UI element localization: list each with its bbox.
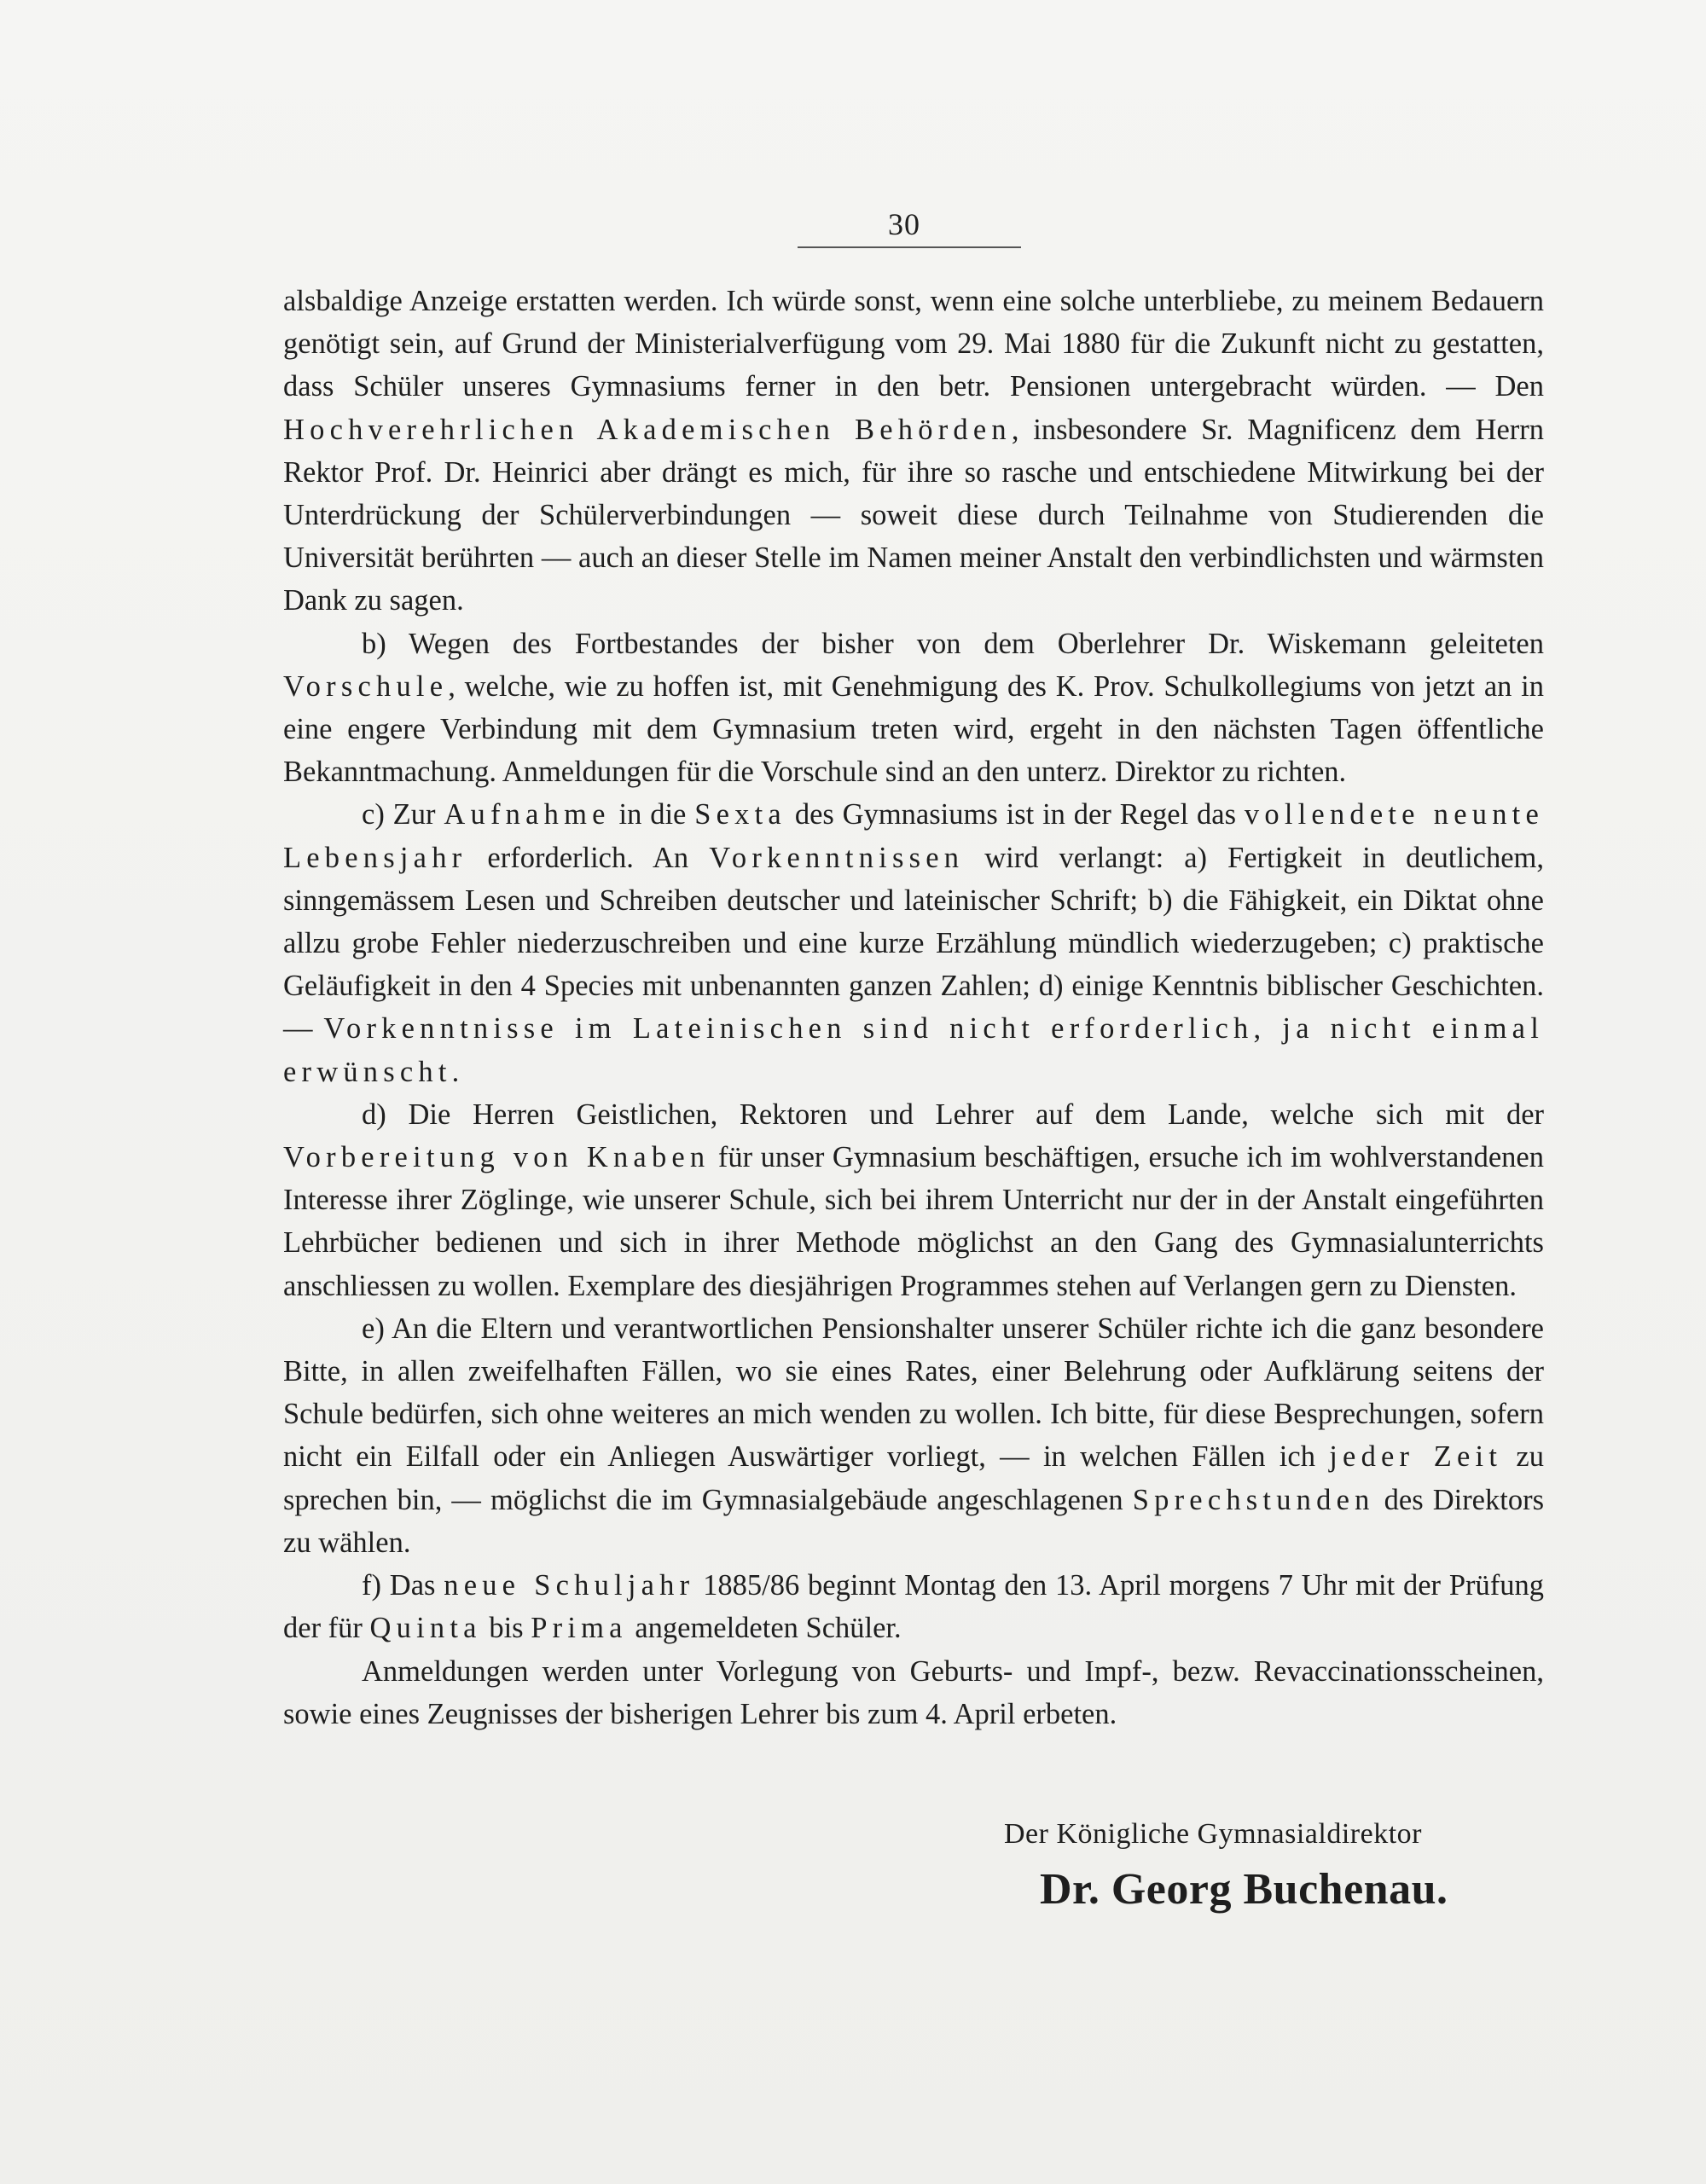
body-text bbox=[283, 280, 1544, 1735]
text-run: für unser Gymnasium beschäftigen, ersuche ich im wohlverstandenen Interesse ihrer Zöglinge, wie unserer Schule, sich bei ihrem Unterricht nur der in der Anstalt eingeführten Lehrbücher bedienen und sich in ihrer Methode möglichst an den Gang des Gymnasialunterrichts anschliessen zu wollen. Exemplare des diesjährigen Programmes stehen auf Verlangen gern zu Diensten. bbox=[283, 1141, 1544, 1302]
text-run: 1885/86 beginnt Montag den 13. April morgens 7 Uhr mit der Prüfung der für bbox=[283, 1569, 1544, 1645]
text-run: zu sprechen bin, — möglichst die im Gymnasialgebäude angeschlagenen bbox=[283, 1440, 1544, 1516]
text-run: des Gymnasiums ist in der Regel das bbox=[786, 798, 1245, 831]
paragraph-anmeldungen bbox=[283, 1650, 1544, 1735]
text-run: bis bbox=[481, 1612, 531, 1645]
emphasized-text: Vorkenntnissen bbox=[709, 841, 965, 874]
emphasized-text: Quinta bbox=[369, 1612, 482, 1645]
text-run: c) Zur bbox=[362, 798, 444, 831]
paragraph-f-schuljahr bbox=[283, 1564, 1544, 1649]
signature-block bbox=[1004, 1813, 1516, 1915]
text-run: f) Das bbox=[362, 1569, 444, 1602]
emphasized-text: Sprechstunden bbox=[1132, 1483, 1375, 1516]
text-run: , insbesondere Sr. Magnificenz dem Herrn Rektor Prof. Dr. Heinrici aber drängt es mich, für ihre so rasche und entschiedene Mitwirkung bei der Unterdrückung der Schülerverbindungen — soweit diese durch Teilnahme von Studierenden die Universität berührten — auch an dieser Stelle im Namen meiner Anstalt den verbindlichsten und wärmsten Dank zu sagen. bbox=[283, 413, 1545, 617]
text-run: , welche, wie zu hoffen ist, mit Genehmigung des K. Prov. Schulkollegiums von jetzt an in eine engere Verbindung mit dem Gymnasium treten wird, ergeht in den nächsten Tagen öffentliche Bekanntmachung. Anmeldungen für die Vorschule sind an den unterz. Direktor zu richten. bbox=[283, 669, 1544, 789]
text-run: des Direktors zu wählen. bbox=[283, 1483, 1544, 1559]
emphasized-text: Hochverehrlichen Akademischen Behörden bbox=[283, 413, 1012, 446]
text-run: b) Wegen des Fortbestandes der bisher von dem Oberlehrer Dr. Wiskemann geleiteten bbox=[362, 627, 1544, 660]
text-run: angemeldeten Schüler. bbox=[627, 1612, 902, 1645]
emphasized-text: Sexta bbox=[694, 798, 786, 831]
emphasized-text: Vorkenntnisse im Lateinischen sind nicht erforderlich, ja nicht einmal erwünscht. bbox=[283, 1012, 1544, 1088]
emphasized-text: vollendete neunte Lebensjahr bbox=[283, 798, 1544, 874]
text-run: wird verlangt: a) Fertigkeit in deutlichem, sinngemässem Lesen und Schreiben deutscher und lateinischer Schrift; b) die Fähigkeit, ein Diktat ohne allzu grobe Fehler niederzuschreiben und eine kurze Erzählung mündlich wiederzugeben; c) praktische Geläufigkeit in den 4 Species mit unbenannten ganzen Zahlen; d) einige Kenntnis biblischer Geschichten. — bbox=[283, 841, 1544, 1046]
page-number-rule bbox=[798, 246, 1021, 248]
paragraph-continuation bbox=[283, 280, 1544, 623]
text-run: e) An die Eltern und verantwortlichen Pensionshalter unserer Schüler richte ich die ganz besondere Bitte, in allen zweifelhaften Fällen, wo sie eines Rates, einer Belehrung oder Aufklärung seitens der Schule bedürfen, sich ohne weiteres an mich wenden zu wollen. Ich bitte, für diese Besprechungen, sofern nicht ein Eilfall oder ein Anliegen Auswärtiger vorliegt, — in welchen Fällen ich bbox=[283, 1312, 1544, 1474]
emphasized-text: Vorschule bbox=[283, 669, 449, 703]
signature-title: Der Königliche Gymnasialdirektor bbox=[1004, 1818, 1422, 1850]
emphasized-text: Prima bbox=[531, 1612, 628, 1645]
text-run: d) Die Herren Geistlichen, Rektoren und Lehrer auf dem Lande, welche sich mit der bbox=[362, 1098, 1544, 1131]
signature-name: Dr. Georg Buchenau. bbox=[1040, 1865, 1448, 1914]
paragraph-b-vorschule bbox=[283, 623, 1544, 794]
emphasized-text: jeder Zeit bbox=[1329, 1440, 1503, 1474]
paragraph-c-aufnahme bbox=[283, 793, 1544, 1092]
text-run: Anmeldungen werden unter Vorlegung von Geburts- und Impf-, bezw. Revaccinationsscheinen, sowie eines Zeugnisses der bisherigen Lehrer bis zum 4. April erbeten. bbox=[283, 1654, 1544, 1730]
emphasized-text: Aufnahme bbox=[444, 798, 611, 831]
emphasized-text: neue Schuljahr bbox=[444, 1569, 695, 1602]
paragraph-e-eltern bbox=[283, 1307, 1544, 1564]
emphasized-text: Vorbereitung von Knaben bbox=[283, 1141, 711, 1174]
text-run: alsbaldige Anzeige erstatten werden. Ich würde sonst, wenn eine solche unterbliebe, zu meinem Bedauern genötigt sein, auf Grund der Ministerialverfügung vom 29. Mai 1880 für die Zukunft nicht zu gestatten, dass Schüler unseres Gymnasiums ferner in den betr. Pensionen untergebracht würden. — Den bbox=[283, 285, 1544, 403]
page-number: 30 bbox=[888, 207, 920, 241]
text-run: in die bbox=[610, 798, 695, 831]
text-run: erforderlich. An bbox=[467, 841, 710, 874]
paragraph-d-vorbereitung bbox=[283, 1093, 1544, 1307]
